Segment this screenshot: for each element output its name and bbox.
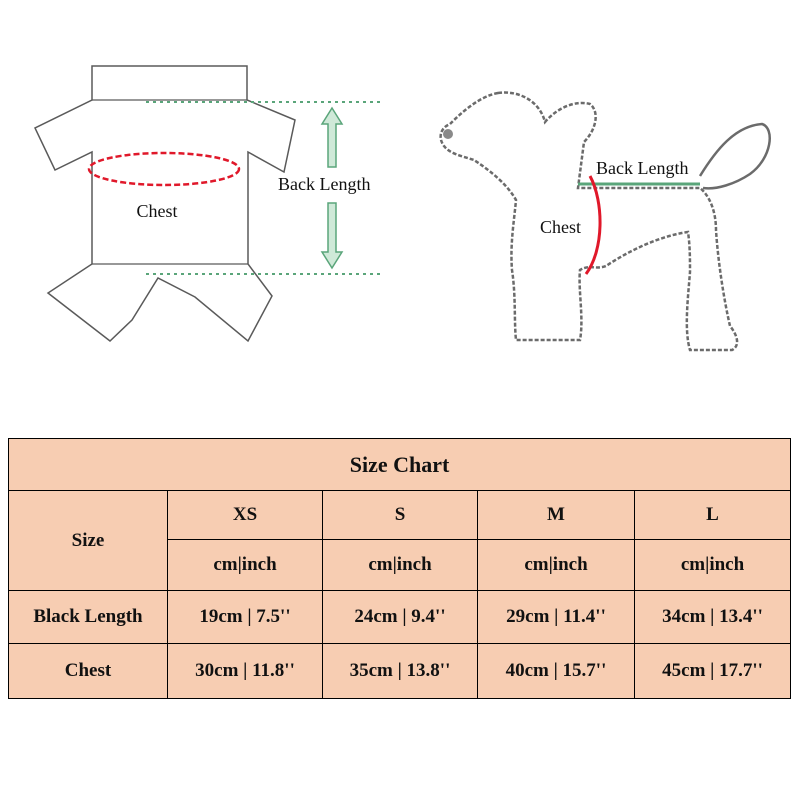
garment-back-length-label: Back Length [278,174,371,194]
row-label-chest: Chest [9,644,168,699]
size-header-row [9,491,791,540]
table-cell: 34cm | 13.4'' [635,591,791,644]
table-cell: 30cm | 11.8'' [168,644,323,699]
size-s-header: S [323,491,478,540]
dog-chest-label: Chest [540,217,582,237]
unit-label: cm|inch [635,540,791,591]
unit-label: cm|inch [168,540,323,591]
unit-label: cm|inch [478,540,635,591]
size-chart-title-row [9,439,791,491]
garment-diagram [35,66,380,341]
size-header-cell: Size [9,491,168,591]
size-xs-header: XS [168,491,323,540]
table-cell: 40cm | 15.7'' [478,644,635,699]
table-cell: 35cm | 13.8'' [323,644,478,699]
size-chart-table [8,438,791,699]
row-label-black-length: Black Length [9,591,168,644]
dog-chest-measure [586,176,600,274]
table-cell: 45cm | 17.7'' [635,644,791,699]
table-row [9,591,791,644]
dog-diagram [441,93,770,350]
size-l-header: L [635,491,791,540]
size-chart-title: Size Chart [9,439,791,491]
table-cell: 29cm | 11.4'' [478,591,635,644]
size-m-header: M [478,491,635,540]
unit-label: cm|inch [323,540,478,591]
dog-nose [443,129,453,139]
dog-outline [441,93,737,350]
table-cell: 24cm | 9.4'' [323,591,478,644]
table-row [9,644,791,699]
dog-back-length-label: Back Length [596,158,689,178]
dog-tail [700,124,770,188]
garment-chest-label: Chest [136,201,178,221]
table-cell: 19cm | 7.5'' [168,591,323,644]
